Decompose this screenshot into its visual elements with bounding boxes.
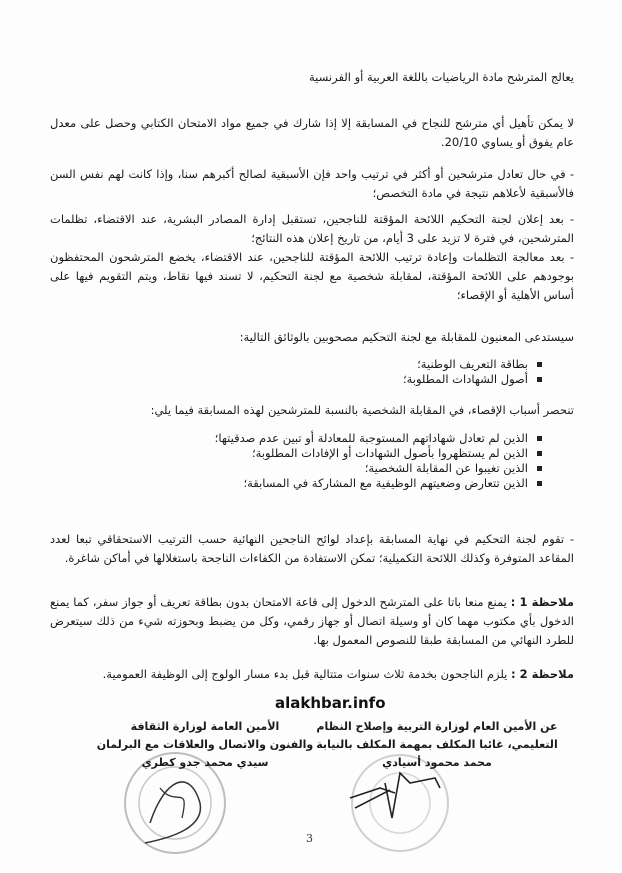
note-2 <box>103 665 574 684</box>
list-item: الذين لم يستظهروا بأصول الشهادات أو الإفادات المطلوبة؛ <box>215 446 544 461</box>
signature-title-line: التعليمي، غائبا المكلف بمهمة المكلف بالنيابة <box>316 738 558 751</box>
page-number: 3 <box>306 832 313 845</box>
list-item: الذين تتعارض وضعيتهم الوظيفية مع المشاركة في المسابقة؛ <box>215 476 544 491</box>
signatory-name: سيدي محمد جدو كطري <box>141 756 269 769</box>
final-lists-paragraph: - تقوم لجنة التحكيم في نهاية المسابقة بإعداد لوائح الناجحين النهائية حسب الترتيب الاستحقاقي تبعا لعدد المقاعد المتوفرة وكذلك اللائحة التكميلية؛ تمكن الاستفادة من الكفاءات الناجحة باستغلالها في أماكن شاغرة. <box>50 532 574 565</box>
exclusion-intro: تنحصر أسباب الإقصاء، في المقابلة الشخصية بالنسبة للمترشحين لهذه المسابقة فيما يلي: <box>150 403 574 417</box>
site-watermark: alakhbar.info <box>275 694 386 712</box>
documents-intro: سيستدعى المعنيون للمقابلة مع لجنة التحكيم مصحوبين بالوثائق التالية: <box>239 330 574 344</box>
signature-title-line: والفنون والاتصال والعلاقات مع البرلمان <box>96 738 314 751</box>
list-item: الذين تغيبوا عن المقابلة الشخصية؛ <box>215 461 544 476</box>
signatory-name: محمد محمود أسيادي <box>382 756 492 769</box>
exclusion-list <box>215 431 544 491</box>
note-1-text: يمنع منعا باتا على المترشح الدخول إلى قاعة الامتحان بدون بطاقة تعريف أو جواز سفر، كما يمنع الدخول بأي مكتوب مهما كان أو وسيلة اتصال أو جهاز رقمي، وكل من يضبط وبحوزته شيء من ذلك سيتعرض للطرد النهائي من المسابقة طبقا للنصوص المعمول بها. <box>50 595 574 647</box>
note-1-label: ملاحظة 1 : <box>510 595 574 609</box>
grievances-paragraph: - بعد إعلان لجنة التحكيم اللائحة المؤقتة للناجحين، تستقبل إدارة المصادر البشرية، عند الاقتضاء، تظلمات المترشحين، في فترة لا تزيد على 3 أيام، من تاريخ إعلان هذه النتائج؛ <box>50 212 574 245</box>
note-2-label: ملاحظة 2 : <box>511 667 574 681</box>
signature-title-line: الأمين العامة لوزارة الثقافة <box>130 720 280 733</box>
list-item: بطاقة التعريف الوطنية؛ <box>403 357 544 372</box>
signature-title-line: عن الأمين العام لوزارة التربية وإصلاح النظام <box>316 720 558 733</box>
tie-break-paragraph: - في حال تعادل مترشحين أو أكثر في ترتيب واحد فإن الأسبقية لصالح أكبرهم سنا، وإذا كانت لهم نفس السن فالأسبقية لأعلاهم نتيجة في مادة التخصص؛ <box>50 167 574 200</box>
interview-paragraph: - بعد معالجة التظلمات وإعادة ترتيب اللائحة المؤقتة للناجحين، عند الاقتضاء، يخضع المترشحون المحتفظون بوجودهم على اللائحة المؤقتة، لمقابلة شخصية مع لجنة التحكيم، لا تسند فيها نقاط، ويتم التقويم فيها على أساس الأهلية أو الإقصاء؛ <box>50 250 574 302</box>
signature-block-education <box>312 718 562 772</box>
signature-block-culture <box>90 718 320 772</box>
documents-list <box>403 357 544 387</box>
list-item: الذين لم تعادل شهاداتهم المستوجبة للمعادلة أو تبين عدم صدقيتها؛ <box>215 431 544 446</box>
qualification-paragraph: لا يمكن تأهيل أي مترشح للنجاح في المسابقة إلا إذا شارك في جميع مواد الامتحان الكتابي وحصل على معدل عام يفوق أو يساوي 20/10. <box>50 116 574 149</box>
note-1 <box>50 593 574 650</box>
note-2-text: يلزم الناجحون بخدمة ثلاث سنوات متتالية قبل بدء مسار الولوج إلى الوظيفة العمومية. <box>102 667 508 681</box>
list-item: أصول الشهادات المطلوبة؛ <box>403 372 544 387</box>
intro-line: يعالج المترشح مادة الرياضيات باللغة العربية أو الفرنسية <box>309 70 574 84</box>
